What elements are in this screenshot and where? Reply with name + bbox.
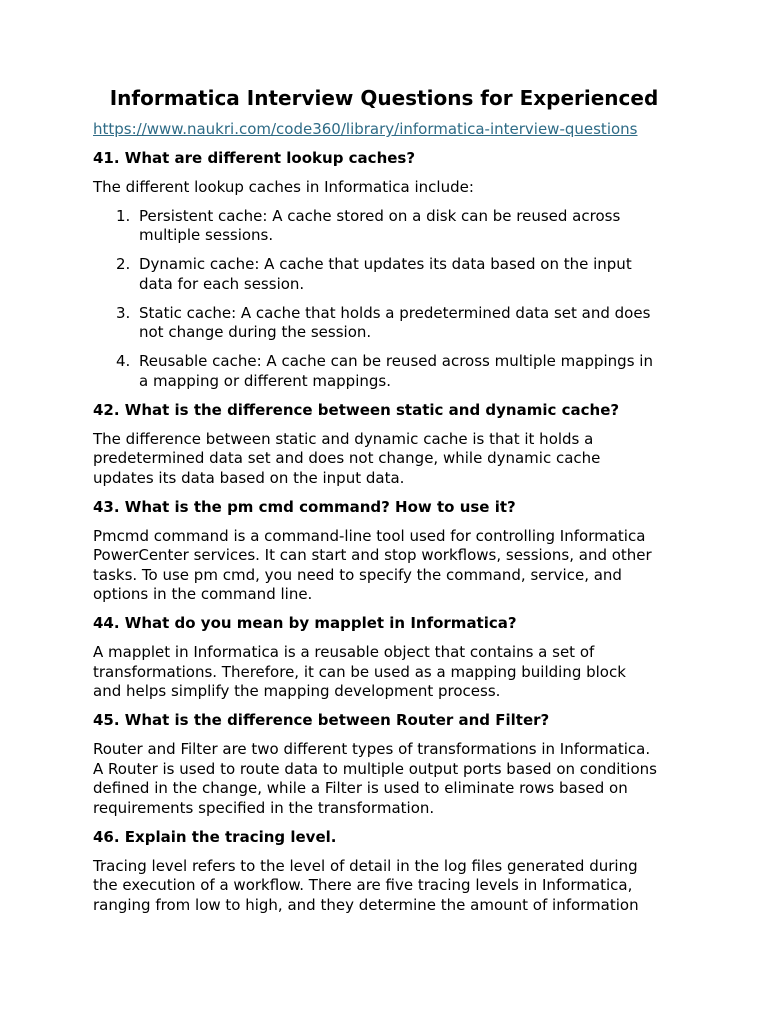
answer-line: Tracing level refers to the level of detail in the log files generated during <box>93 856 638 875</box>
question-41: 41. What are different lookup caches? <box>93 148 416 167</box>
list-item-number: 1. <box>116 206 131 225</box>
answer-45 <box>93 740 675 818</box>
answer-line: Pmcmd command is a command-line tool used for controlling Informatica <box>93 526 646 545</box>
answer-line: updates its data based on the input data. <box>93 468 405 487</box>
question-44: 44. What do you mean by mapplet in Informatica? <box>93 614 517 632</box>
answer-line: options in the command line. <box>93 585 313 603</box>
answer-line: tasks. To use pm cmd, you need to specify the command, service, and <box>93 565 622 584</box>
answer-line: the execution of a workflow. There are five tracing levels in Informatica, <box>93 876 633 894</box>
answer-43 <box>93 527 675 605</box>
answer-46 <box>93 857 675 916</box>
answer-line: Router and Filter are two different types of transformations in Informatica. <box>93 740 651 758</box>
list-item-static-cache <box>93 304 675 343</box>
list-item-line: multiple sessions. <box>139 226 274 244</box>
list-item-reusable-cache <box>93 352 675 391</box>
question-45: 45. What is the difference between Router and Filter? <box>93 711 550 729</box>
answer-line: A mapplet in Informatica is a reusable object that contains a set of <box>93 643 595 661</box>
answer-line: A Router is used to route data to multiple output ports based on conditions <box>93 759 657 778</box>
answer-44 <box>93 643 675 702</box>
list-item-line: not change during the session. <box>139 323 372 341</box>
answer-line: The difference between static and dynamic cache is that it holds a <box>93 429 594 448</box>
answer-41 <box>93 178 675 198</box>
list-item-line: Static cache: A cache that holds a predetermined data set and does <box>139 303 651 322</box>
list-item-line: Reusable cache: A cache can be reused across multiple mappings in <box>139 352 653 370</box>
answer-line: The different lookup caches in Informatica include: <box>93 177 474 196</box>
answer-line: and helps simplify the mapping development process. <box>93 682 501 700</box>
list-item-line: data for each session. <box>139 274 305 293</box>
list-item-dynamic-cache <box>93 255 675 294</box>
question-42: 42. What is the difference between static and dynamic cache? <box>93 400 620 419</box>
answer-line: ranging from low to high, and they determine the amount of information <box>93 895 639 914</box>
list-item-line: Persistent cache: A cache stored on a disk can be reused across <box>139 206 621 225</box>
list-item-line: Dynamic cache: A cache that updates its data based on the input <box>139 255 632 273</box>
source-link[interactable]: https://www.naukri.com/code360/library/informatica-interview-questions <box>93 120 638 138</box>
list-item-line: a mapping or different mappings. <box>139 371 391 390</box>
answer-line: PowerCenter services. It can start and stop workflows, sessions, and other <box>93 546 652 564</box>
question-43: 43. What is the pm cmd command? How to use it? <box>93 497 516 516</box>
answer-line: requirements specified in the transformation. <box>93 798 435 817</box>
answer-line: transformations. Therefore, it can be used as a mapping building block <box>93 662 626 681</box>
list-item-number: 2. <box>116 255 131 273</box>
answer-line: defined in the change, while a Filter is used to eliminate rows based on <box>93 779 628 797</box>
answer-line: predetermined data set and does not change, while dynamic cache <box>93 449 601 467</box>
document-title: Informatica Interview Questions for Experienced <box>109 86 659 110</box>
question-46: 46. Explain the tracing level. <box>93 827 337 846</box>
list-item-number: 4. <box>116 352 131 370</box>
answer-42 <box>93 430 675 489</box>
list-item-number: 3. <box>116 303 131 322</box>
lookup-cache-list <box>93 207 675 392</box>
list-item-persistent-cache <box>93 207 675 246</box>
